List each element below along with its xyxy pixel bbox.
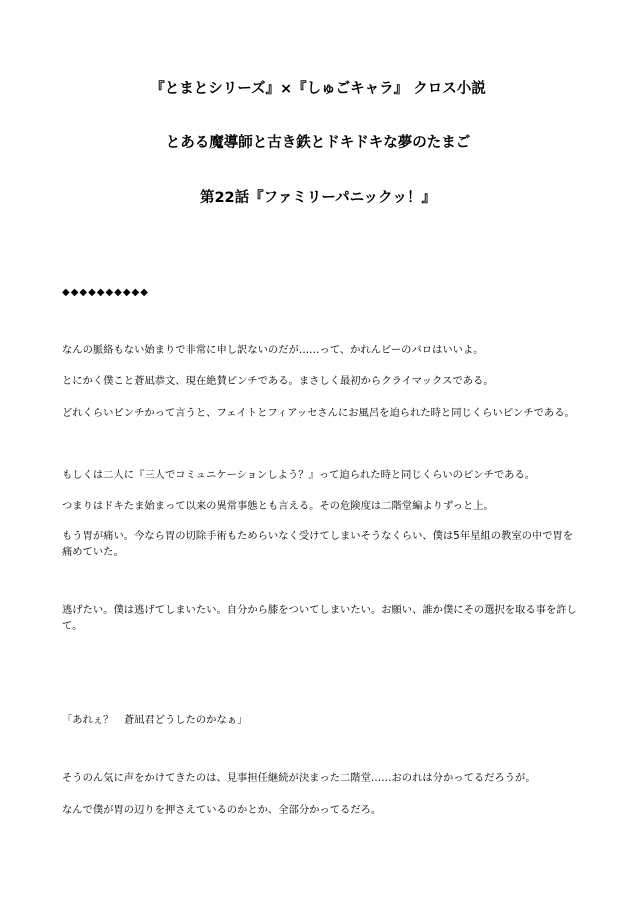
paragraph: なんの脈絡もない始まりで非常に申し訳ないのだが……って、かれんビーのパロはいいよ。 xyxy=(62,344,484,356)
series-title: 『とまとシリーズ』×『しゅごキャラ』 クロス小説 xyxy=(150,81,486,97)
paragraph: とにかく僕こと蒼凪恭文、現在絶賛ピンチである。まさしく最初からクライマックスである。 xyxy=(62,375,494,387)
paragraph: もう胃が痛い。今なら胃の切除手術もためらいなく受けてしまいそうなくらい、僕は5年星組の教室の中で胃を痛めていた。 xyxy=(62,530,574,558)
paragraph: なんで僕が胃の辺りを押さえているのかとか、全部分かってるだろ。 xyxy=(62,804,382,816)
paragraph: つまりはドキたま始まって以来の異常事態とも言える。その危険度は二階堂編よりずっと上。 xyxy=(62,500,494,512)
paragraph: 逃げたい。僕は逃げてしまいたい。自分から膝をついてしまいたい。お願い、誰か僕にその選択を取る事を許して。 xyxy=(62,604,577,632)
chapter-title: 第22話『ファミリーパニックッ！』 xyxy=(199,190,437,206)
paragraph: そうのん気に声をかけてきたのは、見事担任継続が決まった二階堂……おのれは分かってるだろうが。 xyxy=(62,772,536,784)
novel-title: とある魔導師と古き鉄とドキドキな夢のたまご xyxy=(165,135,471,151)
section-divider: ◆◆◆◆◆◆◆◆◆◆ xyxy=(62,287,149,298)
dialogue-line: 「あれぇ？ 蒼凪君どうしたのかなぁ」 xyxy=(62,714,248,726)
paragraph: もしくは二人に『三人でコミュニケーションしよう？』って迫られた時と同じくらいのピンチである。 xyxy=(62,469,536,481)
paragraph: どれくらいピンチかって言うと、フェイトとフィアッセさんにお風呂を迫られた時と同じくらいピンチである。 xyxy=(62,407,575,419)
